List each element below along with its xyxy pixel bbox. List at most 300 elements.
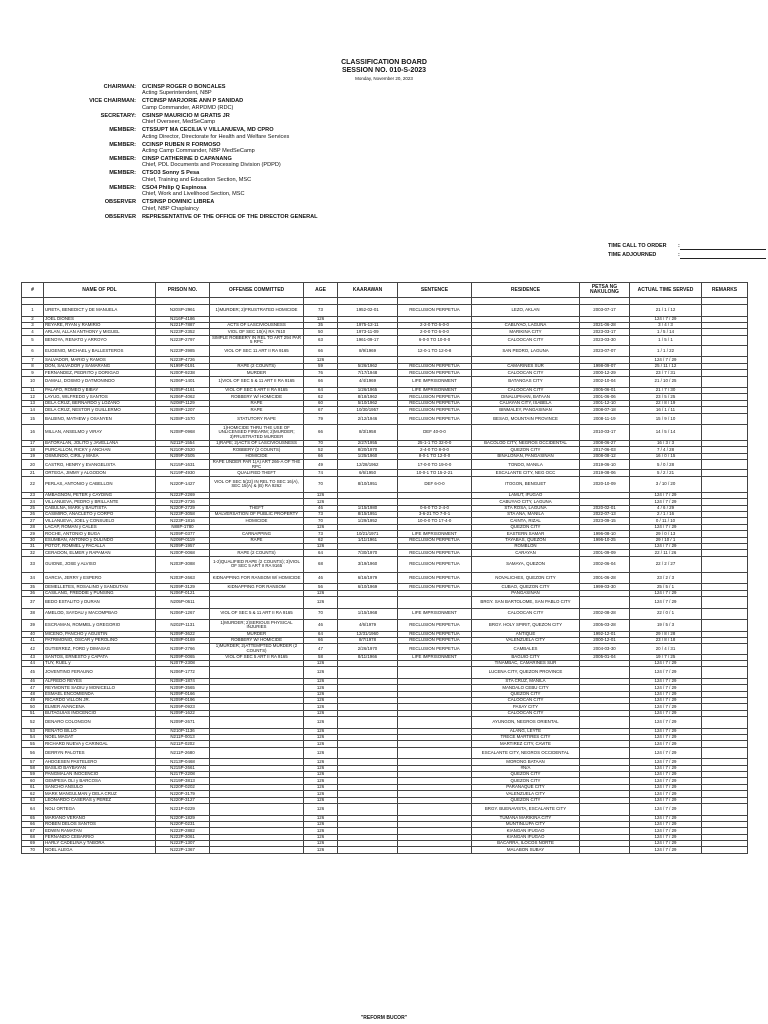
- age-cell: 74: [304, 470, 338, 476]
- time-served-cell: 3 / 10 / 20: [630, 476, 702, 492]
- residence-cell: BATANGAS CITY: [472, 376, 580, 388]
- table-row: [22, 667, 748, 679]
- row-number-cell: 49: [22, 697, 44, 703]
- residence-cell: LUCENA CITY, QUEZON PROVINCE: [472, 667, 580, 679]
- pdl-name-cell: SANCHO ANSULO: [44, 784, 156, 790]
- prison-number-cell: N223P-1816: [156, 518, 210, 524]
- pdl-name-cell: FERNANDEZ, PEDRITO y DORIGAO: [44, 370, 156, 376]
- prison-number-cell: N203P-2663: [156, 572, 210, 584]
- sentence-cell: RECLUSION PERPETUA: [398, 305, 472, 317]
- date-committed-cell: 2004-03-30: [580, 644, 630, 654]
- table-row: [22, 476, 748, 492]
- offense-cell: VIOL OF SEC 10(A) RA 7610: [210, 329, 304, 335]
- birthday-cell: 6/16/1979: [338, 572, 398, 584]
- residence-cell: CAUAYAN CITY, ISABELA: [472, 400, 580, 406]
- residence-cell: [472, 425, 580, 441]
- panel-member-name: CSINSP MAURICIO M GRATIS JR: [142, 112, 230, 119]
- time-served-cell: 124 / 7 / 29: [630, 697, 702, 703]
- birthday-cell: 1/15/1980: [338, 505, 398, 511]
- row-number-cell: 56: [22, 747, 44, 759]
- panel-row: [70, 214, 470, 220]
- birthday-cell: 7/17/1948: [338, 370, 398, 376]
- sentence-cell: 10-0-0 TO 17-4-0: [398, 518, 472, 524]
- prison-number-cell: N216P-4186: [156, 316, 210, 322]
- pdl-name-cell: DENARO COLONGON: [44, 717, 156, 729]
- time-served-cell: 23 / 8 / 18: [630, 637, 702, 643]
- time-served-cell: 29 / 10 / 1: [630, 537, 702, 543]
- date-committed-cell: 1999-03-30: [580, 584, 630, 590]
- age-cell: 70: [304, 518, 338, 524]
- birthday-cell: 8/11/1966: [338, 654, 398, 660]
- time-served-cell: 23 / 5 / 25: [630, 394, 702, 400]
- row-number-cell: 6: [22, 345, 44, 357]
- age-cell: 126: [304, 759, 338, 765]
- panel-row: [70, 84, 470, 97]
- row-number-cell: 29: [22, 531, 44, 537]
- table-row: [22, 413, 748, 425]
- pdl-name-cell: ELMER AVANCENA: [44, 704, 156, 710]
- age-cell: 67: [304, 407, 338, 413]
- residence-cell: MORONG BATAAN: [472, 759, 580, 765]
- time-adjourned-label: TIME ADJOURNED: [608, 252, 657, 258]
- panel-member-position: Chief, PDL Documents and Processing Division (PDPD): [142, 162, 281, 169]
- row-number-cell: 57: [22, 759, 44, 765]
- panel-info: [142, 127, 289, 140]
- age-cell: 35: [304, 322, 338, 328]
- sentence-cell: RECLUSION PERPETUA: [398, 631, 472, 637]
- prison-number-cell: N215P-2661: [156, 765, 210, 771]
- age-cell: 126: [304, 772, 338, 778]
- age-cell: 70: [304, 608, 338, 620]
- time-served-cell: 29 / 8 / 28: [630, 631, 702, 637]
- board-panel: [70, 84, 470, 222]
- age-cell: 59: [304, 363, 338, 369]
- pdl-name-cell: BATORALAN, JOLITO y JAVELLANA: [44, 441, 156, 447]
- pdl-name-cell: TUY, RUEL y: [44, 660, 156, 666]
- prison-number-cell: N209P-0119: [156, 537, 210, 543]
- time-served-cell: 124 / 7 / 29: [630, 316, 702, 322]
- row-number-cell: 55: [22, 741, 44, 747]
- row-number-cell: 66: [22, 821, 44, 827]
- panel-role: MEMBER:: [109, 156, 136, 163]
- time-served-cell: 21 / 10 / 25: [630, 376, 702, 388]
- prison-number-cell: N211P-0202: [156, 741, 210, 747]
- time-served-cell: 23 / 2 / 3: [630, 572, 702, 584]
- age-cell: 66: [304, 345, 338, 357]
- pdl-name-cell: ORTEGA, JIMMY y ALGODON: [44, 470, 156, 476]
- time-served-cell: 124 / 7 / 29: [630, 492, 702, 498]
- offense-cell: [210, 804, 304, 816]
- remarks-cell: [702, 572, 748, 584]
- blank-cell: [630, 298, 702, 305]
- row-number-cell: 39: [22, 620, 44, 632]
- sentence-cell: LIFE IMPRISONMENT: [398, 608, 472, 620]
- time-served-cell: 124 / 7 / 29: [630, 499, 702, 505]
- date-committed-cell: 2001-06-28: [580, 572, 630, 584]
- time-served-cell: 124 / 7 / 29: [630, 685, 702, 691]
- residence-cell: MANDALO CEBU CITY: [472, 685, 580, 691]
- date-committed-cell: 2017-06-03: [580, 447, 630, 453]
- offense-cell: 1)MURDER; 2)SERIOUS PHYSICAL INJURIES: [210, 620, 304, 632]
- prison-number-cell: N210P-2520: [156, 447, 210, 453]
- birthday-cell: 4/4/1969: [338, 376, 398, 388]
- residence-cell: TRECE MARTIRES CITY: [472, 735, 580, 741]
- residence-cell: QUEZON CITY: [472, 778, 580, 784]
- pdl-name-cell: ALFREDO REYES: [44, 678, 156, 684]
- residence-cell: ESCALANTE CITY, NEG OCC: [472, 470, 580, 476]
- time-adjourned-field[interactable]: [680, 252, 766, 259]
- time-served-cell: 124 / 7 / 29: [630, 815, 702, 821]
- offense-cell: KIDNAPPING FOR RANSOM W/ HOMICIDE: [210, 572, 304, 584]
- residence-cell: ITOGON, BENGUET: [472, 476, 580, 492]
- date-committed-cell: 2002-10-04: [580, 376, 630, 388]
- row-number-cell: 45: [22, 667, 44, 679]
- table-row: [22, 608, 748, 620]
- age-cell: 62: [304, 537, 338, 543]
- date-committed-cell: 2005-03-28: [580, 620, 630, 632]
- table-row: [22, 620, 748, 632]
- date-committed-cell: 2001-06-06: [580, 394, 630, 400]
- panel-info: [142, 185, 245, 198]
- date-committed-cell: 2022-07-13: [580, 512, 630, 518]
- offense-cell: [210, 597, 304, 609]
- birthday-cell: 1961-09-17: [338, 335, 398, 345]
- row-number-cell: 27: [22, 518, 44, 524]
- age-cell: 126: [304, 697, 338, 703]
- birthday-cell: [338, 804, 398, 816]
- row-number-cell: 18: [22, 447, 44, 453]
- date-committed-cell: 2008-08-12: [580, 453, 630, 459]
- time-served-cell: 124 / 7 / 29: [630, 797, 702, 803]
- row-number-cell: 5: [22, 335, 44, 345]
- panel-row: [70, 98, 470, 111]
- panel-info: [142, 170, 251, 183]
- residence-cell: BACARRA, ILOCOS NORTE: [472, 841, 580, 847]
- age-cell: 126: [304, 710, 338, 716]
- blank-row: [22, 298, 748, 305]
- row-number-cell: 59: [22, 772, 44, 778]
- time-served-cell: 1 / 5 / 1: [630, 335, 702, 345]
- time-served-cell: 124 / 7 / 29: [630, 804, 702, 816]
- time-served-cell: 7 / 4 / 28: [630, 447, 702, 453]
- panel-role: CHAIRMAN:: [103, 84, 136, 90]
- prison-number-cell: N208P-1207: [156, 407, 210, 413]
- residence-cell: MALABON SUBAY: [472, 847, 580, 853]
- birthday-cell: 2/12/1946: [338, 413, 398, 425]
- pdl-name-cell: VILLANUEVA, JOEL y CONSUELO: [44, 518, 156, 524]
- age-cell: 126: [304, 691, 338, 697]
- prison-number-cell: N210P-1136: [156, 728, 210, 734]
- time-served-cell: 124 / 7 / 29: [630, 778, 702, 784]
- panel-role: MEMBER:: [109, 170, 136, 177]
- blank-cell: [44, 298, 156, 305]
- residence-cell: SAMAYA, QUEZON: [472, 556, 580, 572]
- time-served-cell: 124 / 7 / 29: [630, 747, 702, 759]
- pdl-name-cell: FERNANDO CEBARRIO: [44, 834, 156, 840]
- residence-cell: PARANAQUE CITY: [472, 784, 580, 790]
- date-committed-cell: 2000-12-29: [580, 370, 630, 376]
- row-number-cell: 62: [22, 791, 44, 797]
- remarks-cell: [702, 804, 748, 816]
- residence-cell: CALOOCAN CITY: [472, 710, 580, 716]
- row-number-cell: 63: [22, 797, 44, 803]
- prison-number-cell: N222P-2726: [156, 499, 210, 505]
- prison-number-cell: N220P-0202: [156, 784, 210, 790]
- age-cell: 46: [304, 620, 338, 632]
- pdl-name-cell: BALBINO, MATHEW y OSANYEN: [44, 413, 156, 425]
- offense-cell: ROBBERY (2 COUNTS): [210, 447, 304, 453]
- pdl-name-cell: GUIONE, JOSE y ALVISO: [44, 556, 156, 572]
- remarks-cell: [702, 556, 748, 572]
- age-cell: 68: [304, 556, 338, 572]
- pdl-table: [21, 282, 748, 854]
- age-cell: 46: [304, 505, 338, 511]
- prison-number-cell: N209P-3129: [156, 584, 210, 590]
- time-call-label: TIME CALL TO ORDER: [608, 243, 667, 249]
- offense-cell: STATUTORY RAPE: [210, 413, 304, 425]
- pdl-name-cell: RICHARD NUEVA y CARINGAL: [44, 741, 156, 747]
- panel-role: MEMBER:: [109, 184, 136, 191]
- date-committed-cell: [580, 847, 630, 853]
- column-header: SENTENCE: [398, 283, 472, 298]
- date-committed-cell: 1996-10-25: [580, 537, 630, 543]
- age-cell: 126: [304, 821, 338, 827]
- row-number-cell: 21: [22, 470, 44, 476]
- age-cell: 126: [304, 797, 338, 803]
- pdl-name-cell: RICARDO VILLON JR.: [44, 697, 156, 703]
- offense-cell: [210, 717, 304, 729]
- residence-cell: QUEZON CITY: [472, 691, 580, 697]
- sentence-cell: 2-0-0 TO 6-0-0: [398, 329, 472, 335]
- age-cell: 126: [304, 804, 338, 816]
- time-served-cell: 124 / 7 / 29: [630, 821, 702, 827]
- time-served-cell: 124 / 7 / 29: [630, 834, 702, 840]
- residence-cell: QUEZON CITY: [472, 797, 580, 803]
- column-header: #: [22, 283, 44, 298]
- prison-number-cell: N222P-2269: [156, 492, 210, 498]
- time-call-sep: :: [678, 243, 680, 249]
- panel-member-position: Acting Director, Directorate for Health and Welfare Services: [142, 133, 290, 140]
- row-number-cell: 28: [22, 524, 44, 530]
- offense-cell: SIMPLE ROBBERY IN REL TO ART 294 PAR 5 RPC: [210, 335, 304, 345]
- birthday-cell: 8/10/1951: [338, 476, 398, 492]
- age-cell: 126: [304, 499, 338, 505]
- age-cell: 62: [304, 394, 338, 400]
- date-committed-cell: 1992-12-01: [580, 631, 630, 637]
- sentence-cell: RECLUSION PERPETUA: [398, 400, 472, 406]
- residence-cell: CALOOCAN CITY: [472, 388, 580, 394]
- date-committed-cell: [580, 747, 630, 759]
- offense-cell: VIOL OF SEC 5 ART II RA 9165: [210, 654, 304, 660]
- birthday-cell: [338, 717, 398, 729]
- time-served-cell: 124 / 7 / 29: [630, 597, 702, 609]
- age-cell: 126: [304, 543, 338, 549]
- row-number-cell: 64: [22, 804, 44, 816]
- time-served-cell: 14 / 5 / 14: [630, 425, 702, 441]
- panel-info: [142, 214, 318, 220]
- birthday-cell: 1/25/1960: [338, 453, 398, 459]
- offense-cell: MURDER: [210, 370, 304, 376]
- offense-cell: MALVERSATION OF PUBLIC PROPERTY: [210, 512, 304, 518]
- prison-number-cell: N203P-3088: [156, 556, 210, 572]
- date-committed-cell: 2005-01-04: [580, 654, 630, 660]
- pdl-name-cell: CASIMIRO, ANACLETO y CORPO: [44, 512, 156, 518]
- birthday-cell: 5/10/1962: [338, 400, 398, 406]
- prison-number-cell: N208P-1570: [156, 413, 210, 425]
- table-row: [22, 717, 748, 729]
- offense-cell: ROBBERY W/ HOMICIDE: [210, 394, 304, 400]
- residence-cell: CALOOCAN CITY: [472, 335, 580, 345]
- pdl-name-cell: PANGMALAN INOCENCIO: [44, 772, 156, 778]
- panel-row: [70, 170, 470, 183]
- table-header-row: [22, 283, 748, 298]
- age-cell: 126: [304, 841, 338, 847]
- time-served-cell: 124 / 7 / 29: [630, 357, 702, 363]
- panel-role: SECRETARY:: [100, 112, 136, 119]
- offense-cell: ROBBERY W/ HOMICIDE: [210, 637, 304, 643]
- birthday-cell: 10/21/1971: [338, 531, 398, 537]
- prison-number-cell: N220P-1427: [156, 476, 210, 492]
- time-call-field[interactable]: [680, 243, 766, 250]
- age-cell: 79: [304, 413, 338, 425]
- prison-number-cell: N206P-1267: [156, 608, 210, 620]
- date-committed-cell: 2020-10-09: [580, 476, 630, 492]
- residence-cell: QUEZON CITY: [472, 447, 580, 453]
- age-cell: 58: [304, 654, 338, 660]
- age-cell: 126: [304, 685, 338, 691]
- age-cell: 63: [304, 335, 338, 345]
- time-served-cell: 21 / 7 / 30: [630, 388, 702, 394]
- row-number-cell: 52: [22, 717, 44, 729]
- age-cell: 64: [304, 388, 338, 394]
- pdl-name-cell: ESUMBAN, ANTONIO y DULINDO: [44, 537, 156, 543]
- age-cell: 73: [304, 305, 338, 317]
- panel-info: [142, 142, 255, 155]
- time-served-cell: 0 / 11 / 10: [630, 518, 702, 524]
- row-number-cell: 23: [22, 492, 44, 498]
- time-served-cell: 124 / 7 / 29: [630, 841, 702, 847]
- prison-number-cell: N208P-1874: [156, 678, 210, 684]
- pdl-name-cell: LEONARDO CASERAS y PEREZ: [44, 797, 156, 803]
- row-number-cell: 22: [22, 476, 44, 492]
- pdl-name-cell: ESCRAMAN, ROMMEL y GREGORIO: [44, 620, 156, 632]
- pdl-name-cell: ROCHE, ANTONIO y BUGA: [44, 531, 156, 537]
- time-served-cell: 124 / 7 / 29: [630, 660, 702, 666]
- column-header: NAME OF PDL: [44, 283, 156, 298]
- row-number-cell: 68: [22, 834, 44, 840]
- row-number-cell: 35: [22, 584, 44, 590]
- panel-info: [142, 199, 214, 212]
- row-number-cell: 13: [22, 400, 44, 406]
- time-served-cell: 5 / 2 / 21: [630, 470, 702, 476]
- remarks-cell: [702, 335, 748, 345]
- panel-member-name: CINSP CATHERINE D CAPANANG: [142, 156, 232, 163]
- birthday-cell: [338, 747, 398, 759]
- table-row: [22, 847, 748, 853]
- age-cell: 64: [304, 631, 338, 637]
- offense-cell: RAPE UNDER PAR 1(A) ART 266-A OF THE RPC: [210, 460, 304, 470]
- sentence-cell: LIFE IMPRISONMENT: [398, 531, 472, 537]
- panel-member-position: Acting Camp Commander, NBP MedSeCamp: [142, 148, 255, 155]
- age-cell: 66: [304, 453, 338, 459]
- prison-number-cell: N222P-1307: [156, 841, 210, 847]
- sentence-cell: RECLUSION PERPETUA: [398, 537, 472, 543]
- age-cell: 126: [304, 778, 338, 784]
- birthday-cell: 8/7/1978: [338, 637, 398, 643]
- sentence-cell: 2-2-0 TO 6-0-0: [398, 322, 472, 328]
- prison-number-cell: N209P-1957: [156, 543, 210, 549]
- age-cell: 60: [304, 400, 338, 406]
- row-number-cell: 44: [22, 660, 44, 666]
- age-cell: 70: [304, 441, 338, 447]
- birthday-cell: 1973-11-09: [338, 329, 398, 335]
- birthday-cell: 8/18/1962: [338, 394, 398, 400]
- residence-cell: CALOOCAN CITY: [472, 697, 580, 703]
- row-number-cell: 46: [22, 678, 44, 684]
- row-number-cell: 34: [22, 572, 44, 584]
- pdl-name-cell: SANTOS, ERNESTO y CAPATA: [44, 654, 156, 660]
- residence-cell: BRGY. BUENAVISTA, ESCALANTE CITY: [472, 804, 580, 816]
- remarks-cell: [702, 620, 748, 632]
- sentence-cell: 25-1-1 TO 32-0-0: [398, 441, 472, 447]
- pdl-name-cell: OSMUNDO, CIRIL y MASA: [44, 453, 156, 459]
- date-committed-cell: 2020-02-01: [580, 505, 630, 511]
- pdl-name-cell: DERRYN PALOTES: [44, 747, 156, 759]
- blank-cell: [22, 298, 44, 305]
- residence-cell: CALOOCAN CITY: [472, 370, 580, 376]
- time-adjourned-sep: :: [678, 252, 680, 258]
- residence-cell: CUBAO, QUEZON CITY: [472, 584, 580, 590]
- time-served-cell: 124 / 7 / 29: [630, 847, 702, 853]
- date-committed-cell: [580, 597, 630, 609]
- blank-cell: [580, 298, 630, 305]
- prison-number-cell: N199P-0191: [156, 363, 210, 369]
- row-number-cell: 32: [22, 550, 44, 556]
- row-number-cell: 67: [22, 828, 44, 834]
- age-cell: 126: [304, 597, 338, 609]
- panel-member-name: CTSO3 Sonny S Pesa: [142, 170, 200, 177]
- row-number-cell: 19: [22, 453, 44, 459]
- sentence-cell: [398, 847, 472, 853]
- pdl-name-cell: BASILIO BAYBAYAN: [44, 765, 156, 771]
- pdl-name-cell: JOVENTINO FERAUNO: [44, 667, 156, 679]
- date-committed-cell: 2021-06-28: [580, 322, 630, 328]
- row-number-cell: 4: [22, 329, 44, 335]
- prison-number-cell: N209P-3565: [156, 685, 210, 691]
- birthday-cell: 1/29/1952: [338, 518, 398, 524]
- table-body: [22, 298, 748, 854]
- column-header: KAARAWAN: [338, 283, 398, 298]
- offense-cell: HOMICIDE: [210, 518, 304, 524]
- age-cell: 126: [304, 357, 338, 363]
- birthday-cell: 10/30/1957: [338, 407, 398, 413]
- age-cell: 126: [304, 524, 338, 530]
- residence-cell: ANTIQUE: [472, 631, 580, 637]
- row-number-cell: 40: [22, 631, 44, 637]
- row-number-cell: 20: [22, 460, 44, 470]
- age-cell: 126: [304, 834, 338, 840]
- prison-number-cell: N208P-0968: [156, 425, 210, 441]
- pdl-name-cell: PALAFO, ROMEO y BIBAY: [44, 388, 156, 394]
- sentence-cell: [398, 597, 472, 609]
- pdl-name-cell: RENATO BILLO: [44, 728, 156, 734]
- pdl-name-cell: MARK MANGULMAN y DELA CRUZ: [44, 791, 156, 797]
- prison-number-cell: N211P-1554: [156, 441, 210, 447]
- panel-member-name: C/CINSP ROGER O BONCALES: [142, 84, 226, 90]
- pdl-name-cell: DELA CRUZ, NESTOR y GUILLERMO: [44, 407, 156, 413]
- time-served-cell: 124 / 7 / 29: [630, 784, 702, 790]
- prison-number-cell: N211P-0013: [156, 735, 210, 741]
